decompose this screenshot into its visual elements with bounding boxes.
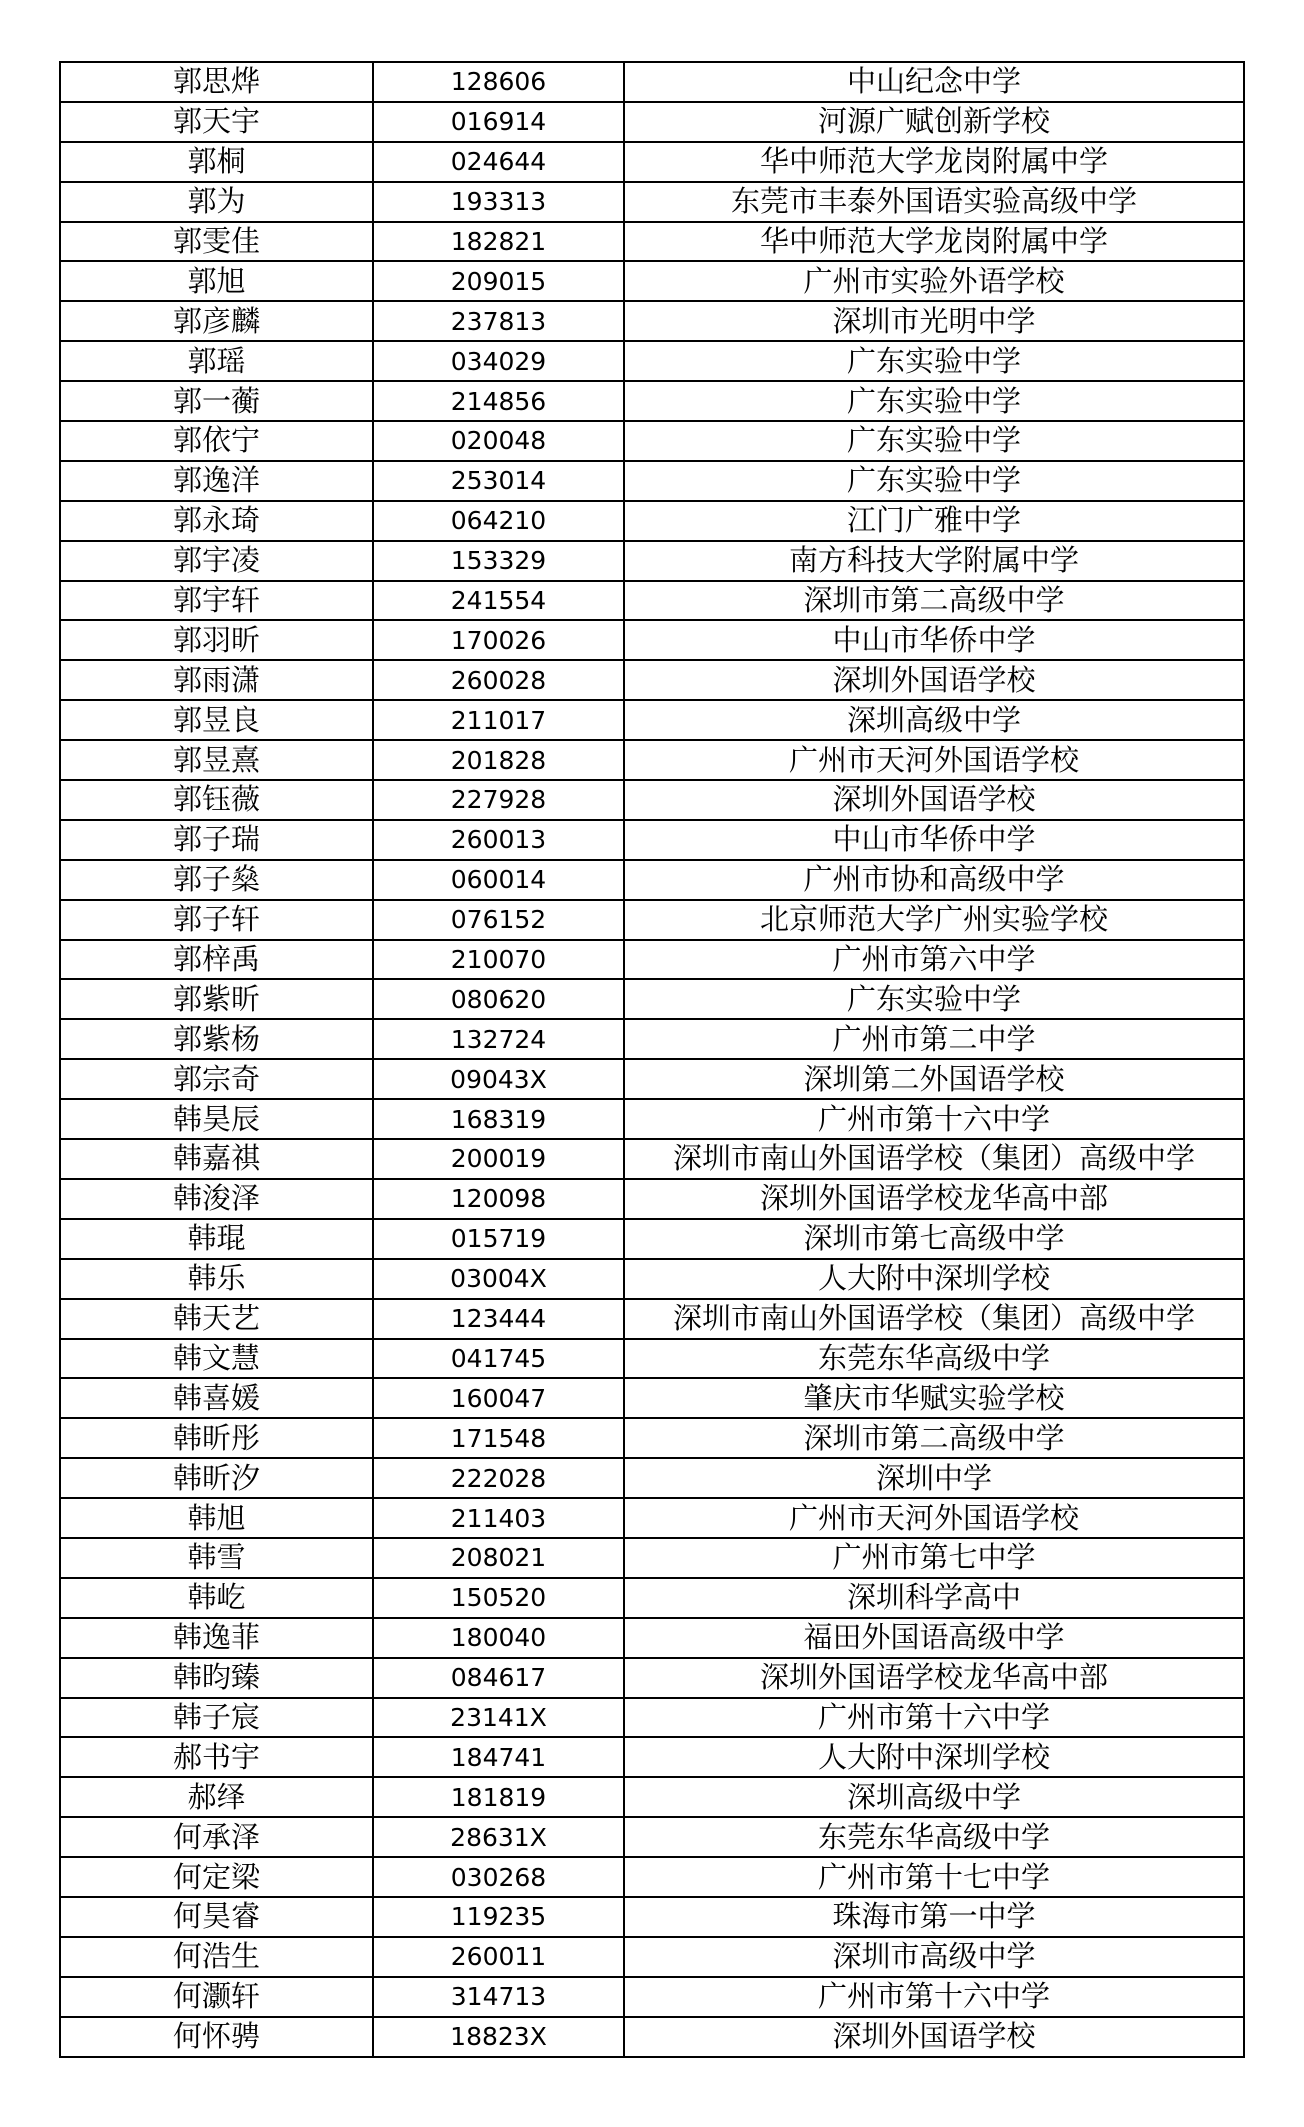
- student-id-cell: 120098: [373, 1179, 624, 1219]
- school-name-cell: 深圳外国语学校: [624, 2017, 1244, 2057]
- student-id-cell: 210070: [373, 940, 624, 980]
- school-name-cell: 深圳第二外国语学校: [624, 1059, 1244, 1099]
- table-row: [60, 1737, 1244, 1777]
- student-id-cell: 080620: [373, 979, 624, 1019]
- school-name-cell: 深圳市南山外国语学校（集团）高级中学: [624, 1299, 1244, 1339]
- table-row: [60, 1099, 1244, 1139]
- student-id-cell: 03004X: [373, 1259, 624, 1299]
- table-row: [60, 1817, 1244, 1857]
- school-name-cell: 肇庆市华赋实验学校: [624, 1378, 1244, 1418]
- school-name-cell: 广州市第十六中学: [624, 1698, 1244, 1738]
- school-name-cell: 中山市华侨中学: [624, 620, 1244, 660]
- school-name-cell: 广州市第十六中学: [624, 1099, 1244, 1139]
- table-row: [60, 1857, 1244, 1897]
- table-row: [60, 1059, 1244, 1099]
- student-name-cell: 郝绎: [60, 1777, 373, 1817]
- school-name-cell: 广州市第十七中学: [624, 1857, 1244, 1897]
- student-id-cell: 119235: [373, 1897, 624, 1937]
- table-row: [60, 1658, 1244, 1698]
- student-id-cell: 260013: [373, 820, 624, 860]
- student-name-cell: 韩雪: [60, 1538, 373, 1578]
- student-id-cell: 171548: [373, 1418, 624, 1458]
- student-name-cell: 郭雨潇: [60, 660, 373, 700]
- table-row: [60, 1259, 1244, 1299]
- student-id-cell: 153329: [373, 541, 624, 581]
- student-name-cell: 韩子宸: [60, 1698, 373, 1738]
- student-name-cell: 韩屹: [60, 1578, 373, 1618]
- student-id-cell: 184741: [373, 1737, 624, 1777]
- student-id-cell: 024644: [373, 142, 624, 182]
- student-name-cell: 郭桐: [60, 142, 373, 182]
- student-id-cell: 28631X: [373, 1817, 624, 1857]
- table-row: [60, 700, 1244, 740]
- school-name-cell: 华中师范大学龙岗附属中学: [624, 222, 1244, 262]
- table-row: [60, 1977, 1244, 2017]
- student-id-cell: 227928: [373, 780, 624, 820]
- table-row: [60, 1777, 1244, 1817]
- school-name-cell: 广东实验中学: [624, 341, 1244, 381]
- table-row: [60, 740, 1244, 780]
- student-name-cell: 郭昱良: [60, 700, 373, 740]
- school-name-cell: 华中师范大学龙岗附属中学: [624, 142, 1244, 182]
- student-name-cell: 何怀骋: [60, 2017, 373, 2057]
- student-name-cell: 郭雯佳: [60, 222, 373, 262]
- student-id-cell: 030268: [373, 1857, 624, 1897]
- student-id-cell: 182821: [373, 222, 624, 262]
- student-name-cell: 何承泽: [60, 1817, 373, 1857]
- student-name-cell: 郭宇凌: [60, 541, 373, 581]
- table-row: [60, 341, 1244, 381]
- student-name-cell: 郭子瑞: [60, 820, 373, 860]
- table-row: [60, 940, 1244, 980]
- student-id-cell: 23141X: [373, 1698, 624, 1738]
- student-id-cell: 181819: [373, 1777, 624, 1817]
- school-name-cell: 广东实验中学: [624, 421, 1244, 461]
- table-row: [60, 1139, 1244, 1179]
- student-name-cell: 郭昱熹: [60, 740, 373, 780]
- student-name-cell: 郭钰薇: [60, 780, 373, 820]
- student-name-cell: 郭羽昕: [60, 620, 373, 660]
- student-id-cell: 314713: [373, 1977, 624, 2017]
- table-row: [60, 1618, 1244, 1658]
- table-row: [60, 1578, 1244, 1618]
- school-name-cell: 北京师范大学广州实验学校: [624, 900, 1244, 940]
- school-name-cell: 深圳高级中学: [624, 700, 1244, 740]
- student-id-cell: 193313: [373, 182, 624, 222]
- table-row: [60, 1019, 1244, 1059]
- school-name-cell: 广州市天河外国语学校: [624, 1498, 1244, 1538]
- school-name-cell: 东莞东华高级中学: [624, 1817, 1244, 1857]
- student-name-cell: 韩昀臻: [60, 1658, 373, 1698]
- student-name-cell: 郭彦麟: [60, 301, 373, 341]
- student-name-cell: 何灏轩: [60, 1977, 373, 2017]
- student-id-cell: 015719: [373, 1219, 624, 1259]
- table-row: [60, 900, 1244, 940]
- table-row: [60, 1897, 1244, 1937]
- student-id-cell: 160047: [373, 1378, 624, 1418]
- student-name-cell: 韩琨: [60, 1219, 373, 1259]
- table-row: [60, 1458, 1244, 1498]
- table-row: [60, 581, 1244, 621]
- student-name-cell: 郭紫杨: [60, 1019, 373, 1059]
- school-name-cell: 广州市天河外国语学校: [624, 740, 1244, 780]
- student-id-cell: 211403: [373, 1498, 624, 1538]
- table-row: [60, 979, 1244, 1019]
- school-name-cell: 广东实验中学: [624, 461, 1244, 501]
- student-name-cell: 郭依宁: [60, 421, 373, 461]
- student-name-cell: 韩旭: [60, 1498, 373, 1538]
- school-name-cell: 深圳外国语学校: [624, 780, 1244, 820]
- student-id-cell: 064210: [373, 501, 624, 541]
- school-name-cell: 江门广雅中学: [624, 501, 1244, 541]
- student-name-cell: 郭天宇: [60, 102, 373, 142]
- student-name-cell: 韩浚泽: [60, 1179, 373, 1219]
- student-id-cell: 260028: [373, 660, 624, 700]
- school-name-cell: 广州市第六中学: [624, 940, 1244, 980]
- student-name-cell: 韩天艺: [60, 1299, 373, 1339]
- student-name-cell: 韩文慧: [60, 1339, 373, 1379]
- school-name-cell: 东莞东华高级中学: [624, 1339, 1244, 1379]
- student-id-cell: 016914: [373, 102, 624, 142]
- table-row: [60, 660, 1244, 700]
- table-row: [60, 820, 1244, 860]
- student-name-cell: 郭子燊: [60, 860, 373, 900]
- school-name-cell: 广州市协和高级中学: [624, 860, 1244, 900]
- table-row: [60, 1538, 1244, 1578]
- school-name-cell: 珠海市第一中学: [624, 1897, 1244, 1937]
- table-row: [60, 261, 1244, 301]
- school-name-cell: 深圳市南山外国语学校（集团）高级中学: [624, 1139, 1244, 1179]
- student-id-cell: 060014: [373, 860, 624, 900]
- student-id-cell: 084617: [373, 1658, 624, 1698]
- student-id-cell: 180040: [373, 1618, 624, 1658]
- school-name-cell: 广州市第二中学: [624, 1019, 1244, 1059]
- table-row: [60, 620, 1244, 660]
- school-name-cell: 广州市第十六中学: [624, 1977, 1244, 2017]
- student-name-cell: 郭思烨: [60, 62, 373, 102]
- student-id-cell: 200019: [373, 1139, 624, 1179]
- school-name-cell: 深圳外国语学校龙华高中部: [624, 1658, 1244, 1698]
- table-row: [60, 461, 1244, 501]
- school-name-cell: 深圳市第二高级中学: [624, 581, 1244, 621]
- table-row: [60, 62, 1244, 102]
- table-row: [60, 301, 1244, 341]
- roster-table: [59, 61, 1245, 2058]
- student-name-cell: 郝书宇: [60, 1737, 373, 1777]
- student-id-cell: 123444: [373, 1299, 624, 1339]
- student-id-cell: 222028: [373, 1458, 624, 1498]
- student-id-cell: 237813: [373, 301, 624, 341]
- student-name-cell: 郭永琦: [60, 501, 373, 541]
- school-name-cell: 人大附中深圳学校: [624, 1259, 1244, 1299]
- table-row: [60, 541, 1244, 581]
- roster-body: [60, 62, 1244, 2057]
- school-name-cell: 深圳市第二高级中学: [624, 1418, 1244, 1458]
- table-row: [60, 1378, 1244, 1418]
- student-name-cell: 郭逸洋: [60, 461, 373, 501]
- student-id-cell: 09043X: [373, 1059, 624, 1099]
- school-name-cell: 中山市华侨中学: [624, 820, 1244, 860]
- student-name-cell: 韩乐: [60, 1259, 373, 1299]
- student-id-cell: 150520: [373, 1578, 624, 1618]
- student-name-cell: 郭子轩: [60, 900, 373, 940]
- table-row: [60, 421, 1244, 461]
- table-row: [60, 1339, 1244, 1379]
- student-name-cell: 韩昕彤: [60, 1418, 373, 1458]
- table-row: [60, 1179, 1244, 1219]
- school-name-cell: 广东实验中学: [624, 381, 1244, 421]
- school-name-cell: 广州市第七中学: [624, 1538, 1244, 1578]
- student-id-cell: 214856: [373, 381, 624, 421]
- school-name-cell: 人大附中深圳学校: [624, 1737, 1244, 1777]
- table-row: [60, 142, 1244, 182]
- student-name-cell: 韩喜媛: [60, 1378, 373, 1418]
- student-id-cell: 211017: [373, 700, 624, 740]
- school-name-cell: 深圳科学高中: [624, 1578, 1244, 1618]
- student-id-cell: 209015: [373, 261, 624, 301]
- student-id-cell: 041745: [373, 1339, 624, 1379]
- school-name-cell: 南方科技大学附属中学: [624, 541, 1244, 581]
- table-row: [60, 2017, 1244, 2057]
- school-name-cell: 深圳中学: [624, 1458, 1244, 1498]
- table-row: [60, 381, 1244, 421]
- school-name-cell: 深圳市光明中学: [624, 301, 1244, 341]
- table-row: [60, 860, 1244, 900]
- student-name-cell: 韩昕汐: [60, 1458, 373, 1498]
- student-name-cell: 郭宇轩: [60, 581, 373, 621]
- school-name-cell: 深圳市第七高级中学: [624, 1219, 1244, 1259]
- school-name-cell: 广东实验中学: [624, 979, 1244, 1019]
- table-row: [60, 1219, 1244, 1259]
- student-id-cell: 168319: [373, 1099, 624, 1139]
- table-row: [60, 501, 1244, 541]
- student-id-cell: 241554: [373, 581, 624, 621]
- table-row: [60, 1937, 1244, 1977]
- student-name-cell: 郭梓禹: [60, 940, 373, 980]
- student-name-cell: 韩昊辰: [60, 1099, 373, 1139]
- student-id-cell: 260011: [373, 1937, 624, 1977]
- table-row: [60, 780, 1244, 820]
- school-name-cell: 福田外国语高级中学: [624, 1618, 1244, 1658]
- student-id-cell: 170026: [373, 620, 624, 660]
- table-row: [60, 102, 1244, 142]
- student-name-cell: 郭为: [60, 182, 373, 222]
- student-id-cell: 208021: [373, 1538, 624, 1578]
- school-name-cell: 广州市实验外语学校: [624, 261, 1244, 301]
- table-row: [60, 1698, 1244, 1738]
- student-id-cell: 132724: [373, 1019, 624, 1059]
- student-name-cell: 韩嘉祺: [60, 1139, 373, 1179]
- table-row: [60, 222, 1244, 262]
- student-name-cell: 郭紫昕: [60, 979, 373, 1019]
- student-name-cell: 郭瑶: [60, 341, 373, 381]
- student-name-cell: 韩逸菲: [60, 1618, 373, 1658]
- student-id-cell: 253014: [373, 461, 624, 501]
- school-name-cell: 河源广赋创新学校: [624, 102, 1244, 142]
- student-id-cell: 128606: [373, 62, 624, 102]
- student-name-cell: 何定梁: [60, 1857, 373, 1897]
- table-row: [60, 1418, 1244, 1458]
- student-name-cell: 郭宗奇: [60, 1059, 373, 1099]
- student-id-cell: 020048: [373, 421, 624, 461]
- student-id-cell: 034029: [373, 341, 624, 381]
- student-id-cell: 18823X: [373, 2017, 624, 2057]
- student-id-cell: 201828: [373, 740, 624, 780]
- student-id-cell: 076152: [373, 900, 624, 940]
- school-name-cell: 深圳外国语学校: [624, 660, 1244, 700]
- school-name-cell: 深圳市高级中学: [624, 1937, 1244, 1977]
- student-name-cell: 何浩生: [60, 1937, 373, 1977]
- table-row: [60, 1498, 1244, 1538]
- school-name-cell: 东莞市丰泰外国语实验高级中学: [624, 182, 1244, 222]
- table-row: [60, 1299, 1244, 1339]
- table-row: [60, 182, 1244, 222]
- student-name-cell: 郭一蘅: [60, 381, 373, 421]
- student-name-cell: 郭旭: [60, 261, 373, 301]
- school-name-cell: 深圳外国语学校龙华高中部: [624, 1179, 1244, 1219]
- school-name-cell: 深圳高级中学: [624, 1777, 1244, 1817]
- student-name-cell: 何昊睿: [60, 1897, 373, 1937]
- school-name-cell: 中山纪念中学: [624, 62, 1244, 102]
